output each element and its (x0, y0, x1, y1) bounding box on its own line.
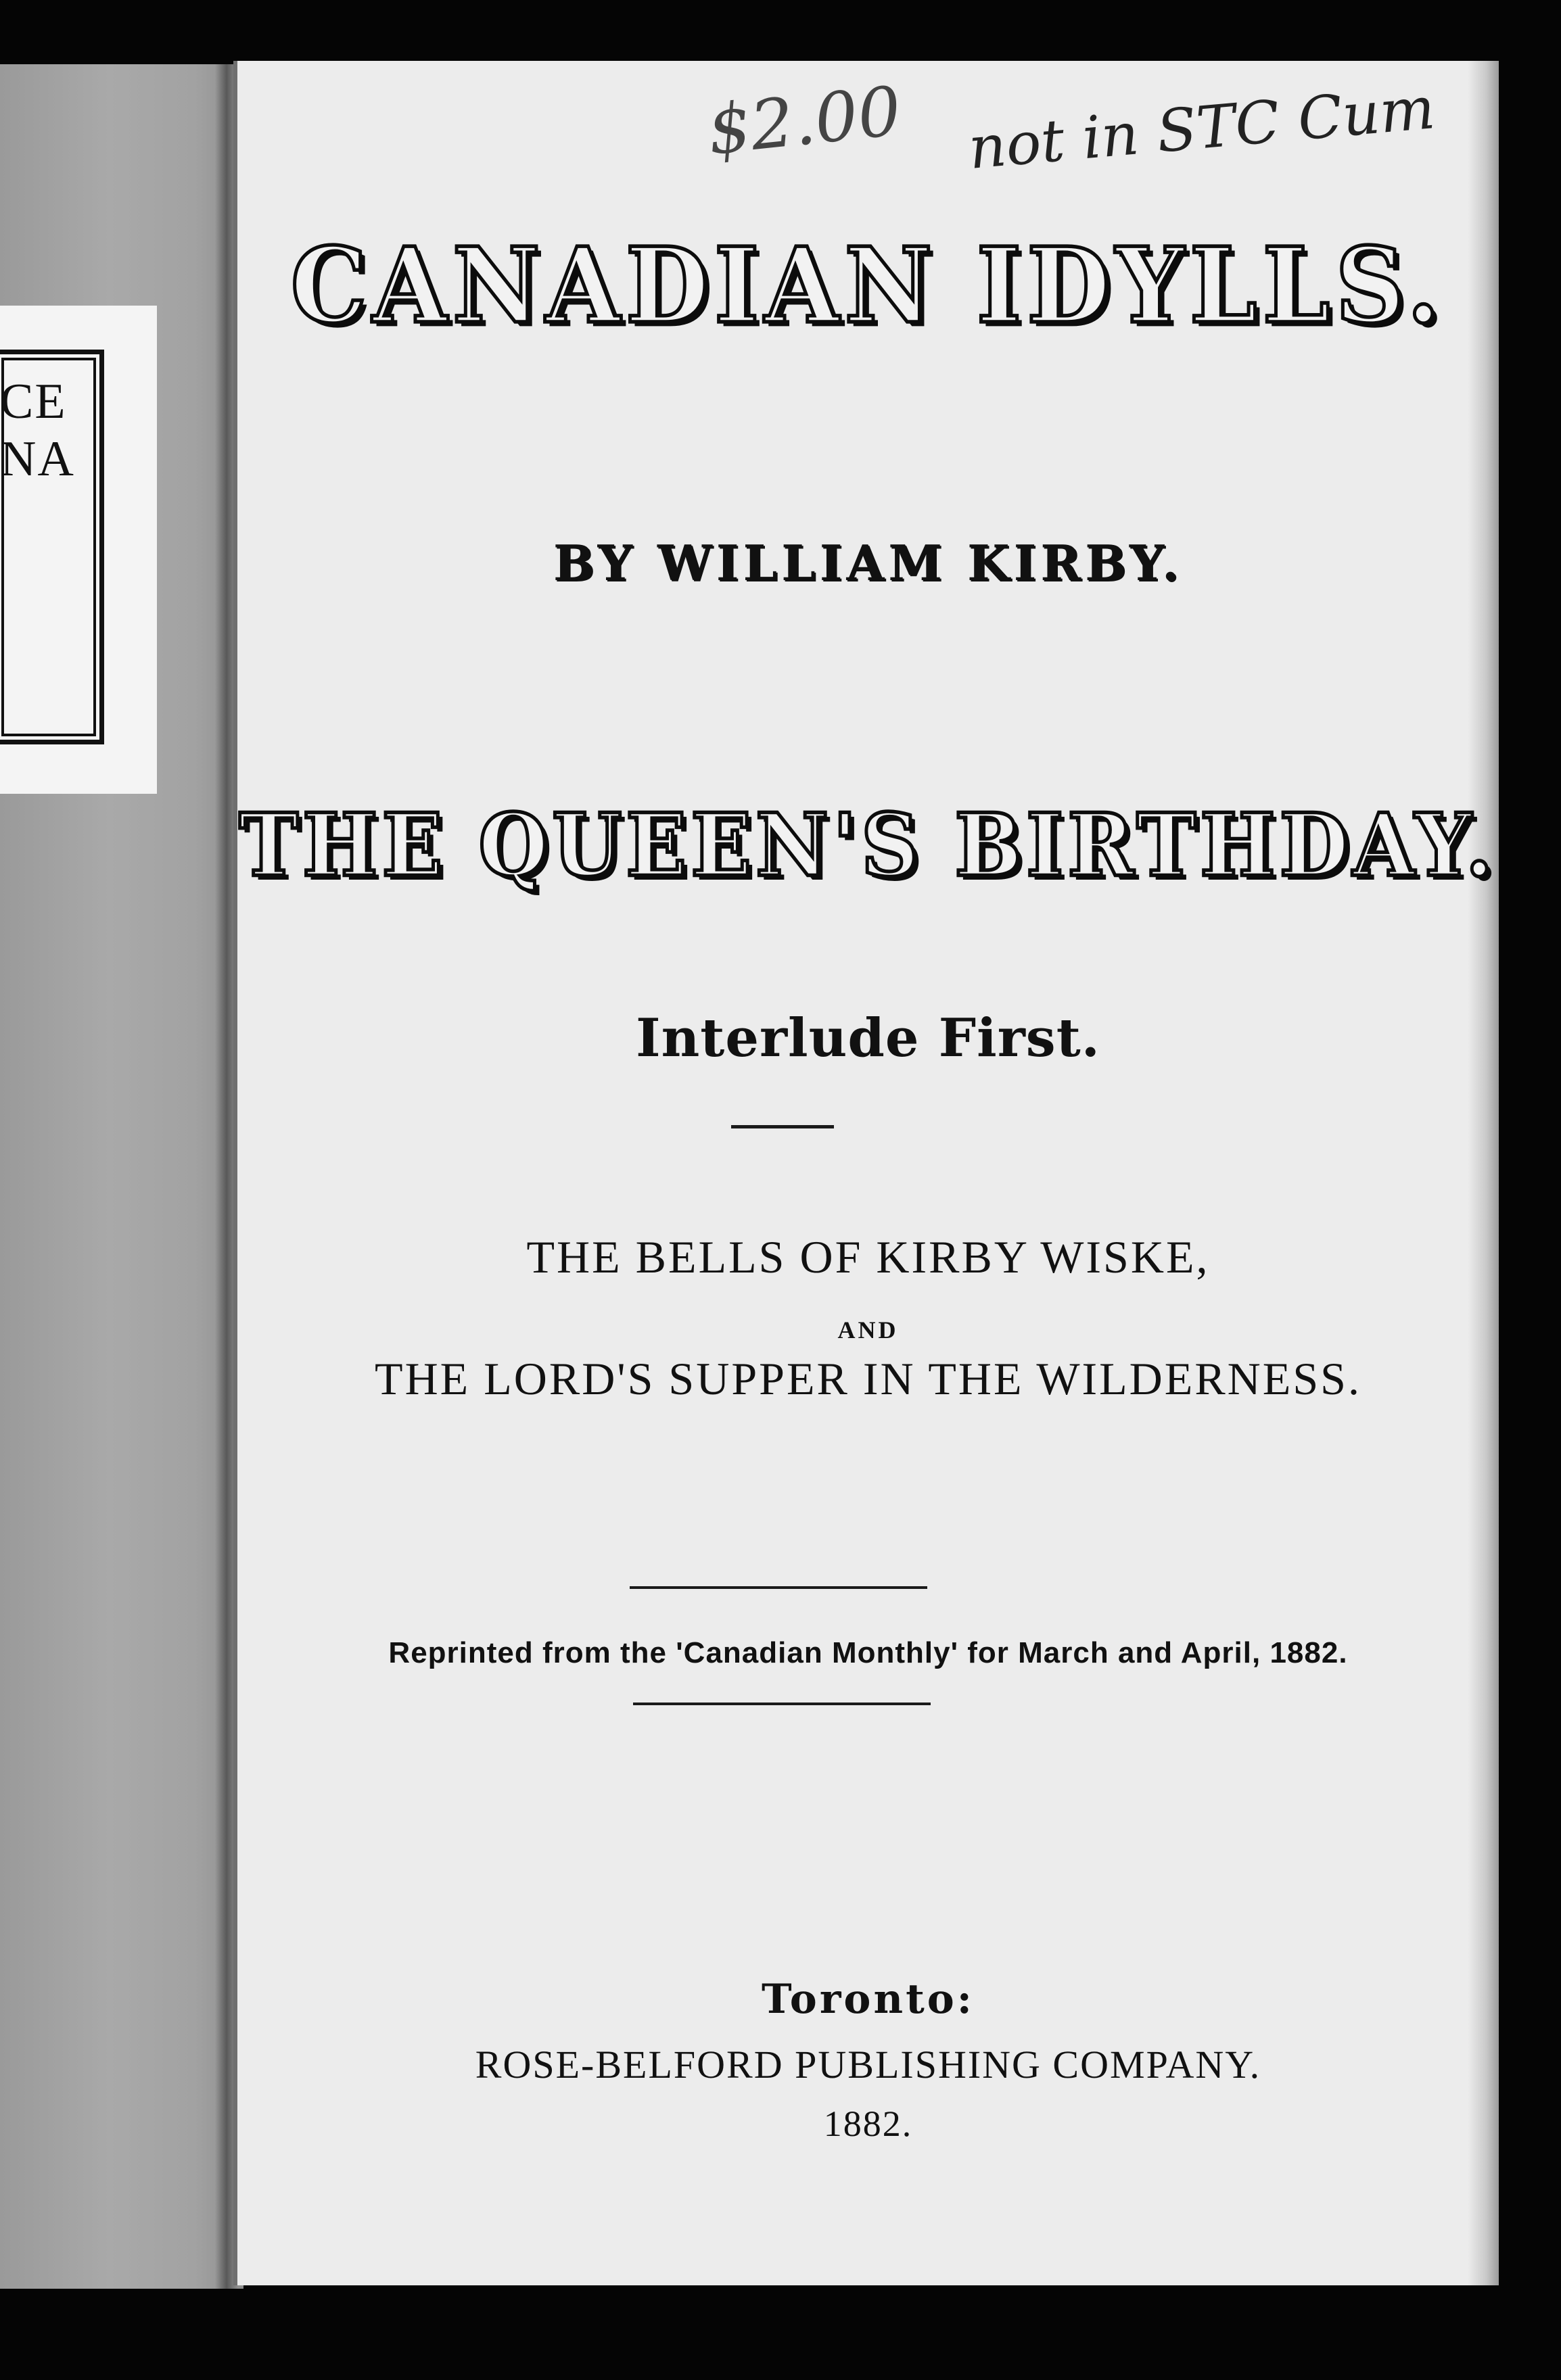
part-one-title: THE BELLS OF KIRBY WISKE, (526, 1231, 1210, 1283)
interlude-heading: Interlude First. (636, 1007, 1100, 1069)
handwritten-note: not in STC Cum (965, 74, 1438, 183)
binding-label (0, 306, 157, 794)
publisher-name: ROSE-BELFORD PUBLISHING COMPANY. (475, 2043, 1261, 2087)
imprint-city: Toronto: (762, 1976, 975, 2023)
publication-year: 1882. (823, 2103, 913, 2144)
author-line: BY WILLIAM KIRBY. (553, 534, 1184, 592)
divider-rule-short (731, 1125, 834, 1128)
divider-rule-upper (630, 1586, 927, 1589)
page-edge-shading (1468, 61, 1499, 2285)
reprint-note: Reprinted from the 'Canadian Monthly' for March and April, 1882. (388, 1636, 1348, 1669)
label-text-line-1: CE (0, 374, 67, 429)
divider-rule-lower (633, 1703, 931, 1705)
part-two-title: THE LORD'S SUPPER IN THE WILDERNESS. (375, 1353, 1361, 1404)
book-subtitle: THE QUEEN'S BIRTHDAY. (239, 794, 1497, 896)
conjunction-and: AND (837, 1316, 899, 1343)
label-text-line-2: NA (0, 431, 75, 487)
title-page (233, 61, 1499, 2285)
book-title: CANADIAN IDYLLS. (290, 225, 1446, 347)
handwritten-price: $2.00 (703, 71, 905, 170)
